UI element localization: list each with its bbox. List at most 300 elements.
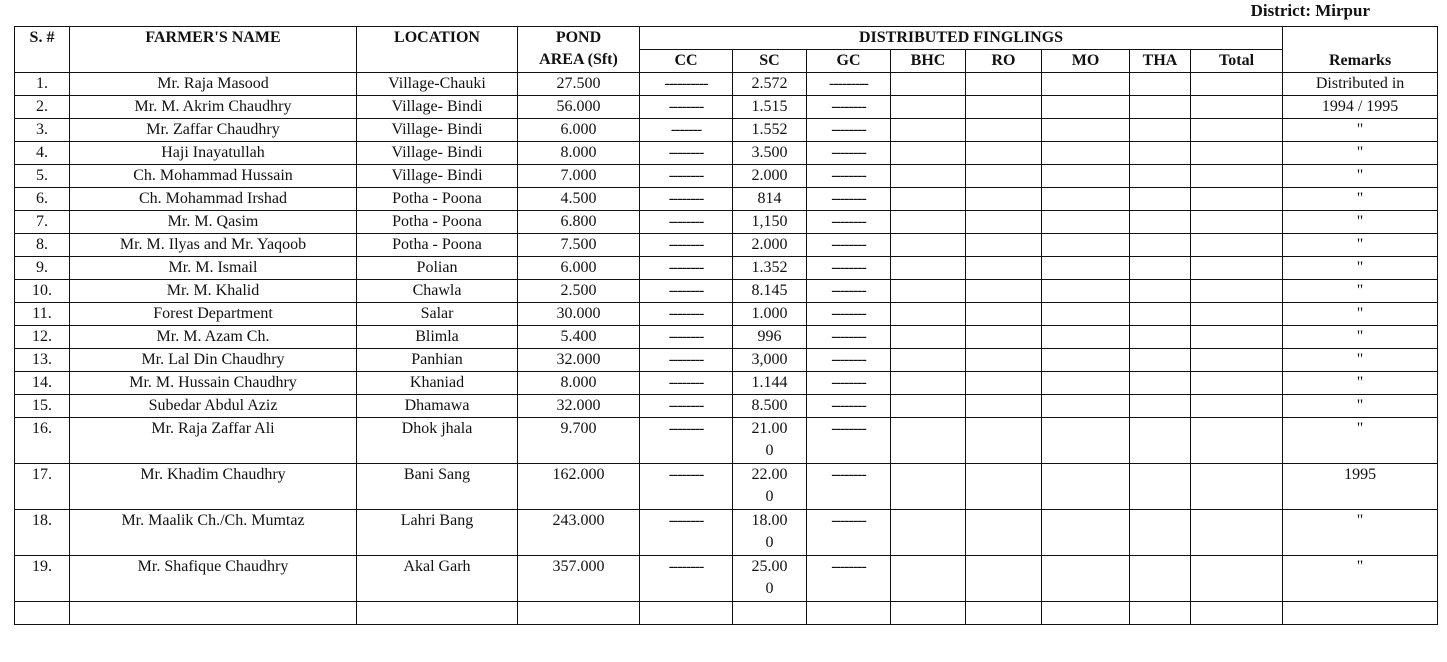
row-total bbox=[1191, 464, 1283, 510]
blank-cell bbox=[891, 602, 966, 625]
row-location: Dhok jhala bbox=[357, 418, 518, 464]
row-sno: 18. bbox=[15, 510, 70, 556]
table-row bbox=[15, 73, 1438, 96]
blank-cell bbox=[70, 602, 357, 625]
row-gc: -------- bbox=[807, 372, 891, 395]
row-sc bbox=[733, 510, 807, 556]
row-total bbox=[1191, 372, 1283, 395]
sc-value-line1: 21.00 bbox=[751, 420, 788, 437]
row-location: Salar bbox=[357, 303, 518, 326]
table-row bbox=[15, 303, 1438, 326]
row-ro bbox=[966, 464, 1042, 510]
row-total bbox=[1191, 280, 1283, 303]
table-row bbox=[15, 119, 1438, 142]
row-mo bbox=[1042, 96, 1130, 119]
row-gc: -------- bbox=[807, 119, 891, 142]
row-bhc bbox=[891, 556, 966, 602]
table-row bbox=[15, 464, 1438, 510]
row-bhc bbox=[891, 188, 966, 211]
row-tha bbox=[1130, 556, 1191, 602]
row-mo bbox=[1042, 280, 1130, 303]
row-location: Khaniad bbox=[357, 372, 518, 395]
row-tha bbox=[1130, 96, 1191, 119]
row-cc: -------- bbox=[640, 188, 733, 211]
header-pond-area bbox=[518, 27, 640, 73]
header-sc: SC bbox=[733, 50, 807, 73]
row-mo bbox=[1042, 234, 1130, 257]
blank-cell bbox=[1191, 602, 1283, 625]
row-pond-area: 32.000 bbox=[518, 395, 640, 418]
row-tha bbox=[1130, 165, 1191, 188]
row-farmer-name: Mr. Raja Masood bbox=[70, 73, 357, 96]
row-sc bbox=[733, 556, 807, 602]
row-remarks: " bbox=[1283, 418, 1438, 464]
row-total bbox=[1191, 211, 1283, 234]
row-remarks: " bbox=[1283, 395, 1438, 418]
row-sno: 3. bbox=[15, 119, 70, 142]
row-gc: --------- bbox=[807, 73, 891, 96]
row-location: Akal Garh bbox=[357, 556, 518, 602]
row-bhc bbox=[891, 165, 966, 188]
row-total bbox=[1191, 510, 1283, 556]
row-mo bbox=[1042, 188, 1130, 211]
row-farmer-name: Mr. M. Qasim bbox=[70, 211, 357, 234]
row-sc bbox=[733, 464, 807, 510]
header-tha: THA bbox=[1130, 50, 1191, 73]
blank-cell bbox=[1130, 602, 1191, 625]
table-row bbox=[15, 142, 1438, 165]
row-sno: 10. bbox=[15, 280, 70, 303]
row-farmer-name: Mr. M. Azam Ch. bbox=[70, 326, 357, 349]
row-location: Blimla bbox=[357, 326, 518, 349]
row-farmer-name: Mr. Zaffar Chaudhry bbox=[70, 119, 357, 142]
row-location: Village-Chauki bbox=[357, 73, 518, 96]
row-farmer-name: Forest Department bbox=[70, 303, 357, 326]
row-total bbox=[1191, 234, 1283, 257]
row-remarks: " bbox=[1283, 372, 1438, 395]
row-tha bbox=[1130, 349, 1191, 372]
row-gc: -------- bbox=[807, 303, 891, 326]
row-cc: -------- bbox=[640, 96, 733, 119]
row-farmer-name: Mr. M. Hussain Chaudhry bbox=[70, 372, 357, 395]
row-pond-area: 7.500 bbox=[518, 234, 640, 257]
row-bhc bbox=[891, 234, 966, 257]
row-cc: -------- bbox=[640, 211, 733, 234]
row-gc: -------- bbox=[807, 280, 891, 303]
header-sno: S. # bbox=[15, 27, 70, 73]
row-tha bbox=[1130, 280, 1191, 303]
row-remarks: " bbox=[1283, 510, 1438, 556]
row-farmer-name: Mr. Maalik Ch./Ch. Mumtaz bbox=[70, 510, 357, 556]
row-total bbox=[1191, 556, 1283, 602]
row-mo bbox=[1042, 165, 1130, 188]
row-sc: 1.352 bbox=[733, 257, 807, 280]
row-remarks: " bbox=[1283, 188, 1438, 211]
header-farmer-name: FARMER'S NAME bbox=[70, 27, 357, 73]
row-ro bbox=[966, 142, 1042, 165]
row-mo bbox=[1042, 303, 1130, 326]
row-remarks: " bbox=[1283, 234, 1438, 257]
row-sc: 8.500 bbox=[733, 395, 807, 418]
row-bhc bbox=[891, 464, 966, 510]
row-remarks: " bbox=[1283, 280, 1438, 303]
row-sno: 12. bbox=[15, 326, 70, 349]
row-location: Potha - Poona bbox=[357, 211, 518, 234]
row-remarks: " bbox=[1283, 142, 1438, 165]
row-sno: 8. bbox=[15, 234, 70, 257]
row-sc: 1.515 bbox=[733, 96, 807, 119]
row-farmer-name: Haji Inayatullah bbox=[70, 142, 357, 165]
header-distributed-finglings: DISTRIBUTED FINGLINGS bbox=[640, 27, 1283, 50]
row-mo bbox=[1042, 372, 1130, 395]
row-gc: -------- bbox=[807, 257, 891, 280]
row-ro bbox=[966, 326, 1042, 349]
row-sno: 13. bbox=[15, 349, 70, 372]
row-mo bbox=[1042, 418, 1130, 464]
sc-value-line2: 0 bbox=[765, 534, 774, 551]
row-mo bbox=[1042, 395, 1130, 418]
table-row bbox=[15, 165, 1438, 188]
row-location: Chawla bbox=[357, 280, 518, 303]
row-tha bbox=[1130, 418, 1191, 464]
row-farmer-name: Subedar Abdul Aziz bbox=[70, 395, 357, 418]
row-farmer-name: Ch. Mohammad Irshad bbox=[70, 188, 357, 211]
header-pond-line2: AREA (Sft) bbox=[539, 51, 618, 68]
row-remarks: " bbox=[1283, 119, 1438, 142]
row-location: Lahri Bang bbox=[357, 510, 518, 556]
row-ro bbox=[966, 73, 1042, 96]
sc-value-line2: 0 bbox=[765, 442, 774, 459]
sc-value-line2: 0 bbox=[765, 488, 774, 505]
row-mo bbox=[1042, 349, 1130, 372]
row-farmer-name: Ch. Mohammad Hussain bbox=[70, 165, 357, 188]
row-ro bbox=[966, 188, 1042, 211]
row-ro bbox=[966, 211, 1042, 234]
row-sno: 11. bbox=[15, 303, 70, 326]
row-gc: -------- bbox=[807, 464, 891, 510]
row-total bbox=[1191, 119, 1283, 142]
row-sno: 6. bbox=[15, 188, 70, 211]
row-sno: 14. bbox=[15, 372, 70, 395]
row-pond-area: 6.000 bbox=[518, 119, 640, 142]
row-sc: 996 bbox=[733, 326, 807, 349]
table-row bbox=[15, 326, 1438, 349]
row-location: Potha - Poona bbox=[357, 188, 518, 211]
table-row bbox=[15, 349, 1438, 372]
row-tha bbox=[1130, 464, 1191, 510]
row-sc: 1.144 bbox=[733, 372, 807, 395]
row-gc: -------- bbox=[807, 234, 891, 257]
row-mo bbox=[1042, 510, 1130, 556]
row-sc: 1,150 bbox=[733, 211, 807, 234]
row-cc: -------- bbox=[640, 280, 733, 303]
row-cc: -------- bbox=[640, 257, 733, 280]
row-sno: 15. bbox=[15, 395, 70, 418]
table-row bbox=[15, 211, 1438, 234]
fingerlings-distribution-table bbox=[14, 26, 1438, 625]
table-row bbox=[15, 257, 1438, 280]
row-ro bbox=[966, 96, 1042, 119]
row-location: Bani Sang bbox=[357, 464, 518, 510]
row-remarks: Distributed in bbox=[1283, 73, 1438, 96]
row-ro bbox=[966, 556, 1042, 602]
table-row bbox=[15, 556, 1438, 602]
row-sc: 1.552 bbox=[733, 119, 807, 142]
row-sno: 9. bbox=[15, 257, 70, 280]
row-sc: 2.000 bbox=[733, 165, 807, 188]
row-total bbox=[1191, 303, 1283, 326]
blank-cell bbox=[357, 602, 518, 625]
row-gc: -------- bbox=[807, 96, 891, 119]
row-mo bbox=[1042, 257, 1130, 280]
row-sc: 8.145 bbox=[733, 280, 807, 303]
header-location: LOCATION bbox=[357, 27, 518, 73]
row-pond-area: 243.000 bbox=[518, 510, 640, 556]
sc-value-line1: 25.00 bbox=[751, 558, 788, 575]
row-location: Village- Bindi bbox=[357, 165, 518, 188]
row-total bbox=[1191, 349, 1283, 372]
row-ro bbox=[966, 257, 1042, 280]
row-gc: -------- bbox=[807, 142, 891, 165]
row-farmer-name: Mr. Raja Zaffar Ali bbox=[70, 418, 357, 464]
row-farmer-name: Mr. Shafique Chaudhry bbox=[70, 556, 357, 602]
row-remarks: 1994 / 1995 bbox=[1283, 96, 1438, 119]
sc-value-line1: 18.00 bbox=[751, 512, 788, 529]
row-cc: -------- bbox=[640, 165, 733, 188]
row-bhc bbox=[891, 372, 966, 395]
row-pond-area: 27.500 bbox=[518, 73, 640, 96]
row-ro bbox=[966, 372, 1042, 395]
row-location: Village- Bindi bbox=[357, 119, 518, 142]
row-location: Panhian bbox=[357, 349, 518, 372]
row-location: Polian bbox=[357, 257, 518, 280]
row-tha bbox=[1130, 234, 1191, 257]
row-mo bbox=[1042, 326, 1130, 349]
blank-cell bbox=[733, 602, 807, 625]
row-total bbox=[1191, 418, 1283, 464]
row-tha bbox=[1130, 188, 1191, 211]
row-cc: -------- bbox=[640, 418, 733, 464]
row-sno: 16. bbox=[15, 418, 70, 464]
row-tha bbox=[1130, 142, 1191, 165]
row-ro bbox=[966, 395, 1042, 418]
row-bhc bbox=[891, 510, 966, 556]
row-cc: -------- bbox=[640, 349, 733, 372]
blank-cell bbox=[640, 602, 733, 625]
blank-cell bbox=[807, 602, 891, 625]
row-gc: -------- bbox=[807, 349, 891, 372]
row-total bbox=[1191, 73, 1283, 96]
row-total bbox=[1191, 326, 1283, 349]
row-sno: 7. bbox=[15, 211, 70, 234]
row-gc: -------- bbox=[807, 510, 891, 556]
row-sc: 2.000 bbox=[733, 234, 807, 257]
row-ro bbox=[966, 510, 1042, 556]
row-cc: -------- bbox=[640, 303, 733, 326]
table-body bbox=[15, 73, 1438, 625]
row-bhc bbox=[891, 395, 966, 418]
row-ro bbox=[966, 280, 1042, 303]
row-mo bbox=[1042, 556, 1130, 602]
table-row bbox=[15, 372, 1438, 395]
row-total bbox=[1191, 188, 1283, 211]
row-mo bbox=[1042, 211, 1130, 234]
row-total bbox=[1191, 395, 1283, 418]
row-remarks: " bbox=[1283, 326, 1438, 349]
row-tha bbox=[1130, 303, 1191, 326]
row-gc: -------- bbox=[807, 326, 891, 349]
sc-value-line2: 0 bbox=[765, 580, 774, 597]
row-cc: -------- bbox=[640, 556, 733, 602]
row-pond-area: 32.000 bbox=[518, 349, 640, 372]
row-mo bbox=[1042, 142, 1130, 165]
row-pond-area: 8.000 bbox=[518, 372, 640, 395]
table-row bbox=[15, 418, 1438, 464]
row-total bbox=[1191, 142, 1283, 165]
row-gc: -------- bbox=[807, 556, 891, 602]
row-pond-area: 4.500 bbox=[518, 188, 640, 211]
row-farmer-name: Mr. Khadim Chaudhry bbox=[70, 464, 357, 510]
row-cc: -------- bbox=[640, 510, 733, 556]
row-remarks: " bbox=[1283, 257, 1438, 280]
row-tha bbox=[1130, 211, 1191, 234]
header-total: Total bbox=[1191, 50, 1283, 73]
row-gc: -------- bbox=[807, 418, 891, 464]
row-sc: 2.572 bbox=[733, 73, 807, 96]
row-location: Village- Bindi bbox=[357, 142, 518, 165]
row-pond-area: 7.000 bbox=[518, 165, 640, 188]
row-bhc bbox=[891, 280, 966, 303]
row-tha bbox=[1130, 257, 1191, 280]
row-cc: ------- bbox=[640, 119, 733, 142]
row-sc: 3.500 bbox=[733, 142, 807, 165]
row-cc: -------- bbox=[640, 234, 733, 257]
header-mo: MO bbox=[1042, 50, 1130, 73]
row-pond-area: 357.000 bbox=[518, 556, 640, 602]
row-bhc bbox=[891, 349, 966, 372]
row-gc: -------- bbox=[807, 395, 891, 418]
row-farmer-name: Mr. M. Akrim Chaudhry bbox=[70, 96, 357, 119]
row-location: Potha - Poona bbox=[357, 234, 518, 257]
blank-cell bbox=[1042, 602, 1130, 625]
row-remarks: " bbox=[1283, 349, 1438, 372]
blank-cell bbox=[966, 602, 1042, 625]
row-pond-area: 9.700 bbox=[518, 418, 640, 464]
row-sc: 814 bbox=[733, 188, 807, 211]
district-label: District: Mirpur bbox=[1250, 1, 1370, 20]
row-pond-area: 6.000 bbox=[518, 257, 640, 280]
row-sno: 4. bbox=[15, 142, 70, 165]
row-farmer-name: Mr. Lal Din Chaudhry bbox=[70, 349, 357, 372]
row-total bbox=[1191, 257, 1283, 280]
row-sno: 5. bbox=[15, 165, 70, 188]
header-bhc: BHC bbox=[891, 50, 966, 73]
row-remarks: " bbox=[1283, 211, 1438, 234]
row-bhc bbox=[891, 326, 966, 349]
row-mo bbox=[1042, 119, 1130, 142]
row-bhc bbox=[891, 418, 966, 464]
blank-cell bbox=[1283, 602, 1438, 625]
row-tha bbox=[1130, 395, 1191, 418]
row-tha bbox=[1130, 119, 1191, 142]
row-remarks: 1995 bbox=[1283, 464, 1438, 510]
row-pond-area: 30.000 bbox=[518, 303, 640, 326]
row-pond-area: 2.500 bbox=[518, 280, 640, 303]
blank-cell bbox=[15, 602, 70, 625]
row-ro bbox=[966, 303, 1042, 326]
header-cc: CC bbox=[640, 50, 733, 73]
header-ro: RO bbox=[966, 50, 1042, 73]
header-pond-line1: POND bbox=[555, 29, 602, 46]
row-tha bbox=[1130, 510, 1191, 556]
row-farmer-name: Mr. M. Khalid bbox=[70, 280, 357, 303]
row-remarks: " bbox=[1283, 556, 1438, 602]
row-remarks: " bbox=[1283, 303, 1438, 326]
row-sc bbox=[733, 418, 807, 464]
table-row bbox=[15, 395, 1438, 418]
row-cc: -------- bbox=[640, 464, 733, 510]
row-location: Dhamawa bbox=[357, 395, 518, 418]
row-ro bbox=[966, 165, 1042, 188]
row-sno: 17. bbox=[15, 464, 70, 510]
table-row bbox=[15, 280, 1438, 303]
row-ro bbox=[966, 418, 1042, 464]
table-row bbox=[15, 96, 1438, 119]
blank-cell bbox=[518, 602, 640, 625]
row-mo bbox=[1042, 73, 1130, 96]
row-sno: 19. bbox=[15, 556, 70, 602]
row-location: Village- Bindi bbox=[357, 96, 518, 119]
row-pond-area: 162.000 bbox=[518, 464, 640, 510]
table-row-blank bbox=[15, 602, 1438, 625]
row-bhc bbox=[891, 211, 966, 234]
row-bhc bbox=[891, 73, 966, 96]
row-cc: ---------- bbox=[640, 73, 733, 96]
row-ro bbox=[966, 349, 1042, 372]
header-remarks: Remarks bbox=[1283, 27, 1438, 73]
row-bhc bbox=[891, 142, 966, 165]
row-tha bbox=[1130, 73, 1191, 96]
row-sc: 3,000 bbox=[733, 349, 807, 372]
row-bhc bbox=[891, 119, 966, 142]
row-ro bbox=[966, 234, 1042, 257]
header-gc: GC bbox=[807, 50, 891, 73]
table-row bbox=[15, 234, 1438, 257]
row-sno: 1. bbox=[15, 73, 70, 96]
row-total bbox=[1191, 165, 1283, 188]
row-bhc bbox=[891, 96, 966, 119]
row-sc: 1.000 bbox=[733, 303, 807, 326]
row-gc: -------- bbox=[807, 165, 891, 188]
row-cc: -------- bbox=[640, 395, 733, 418]
table-row bbox=[15, 188, 1438, 211]
row-cc: -------- bbox=[640, 142, 733, 165]
row-total bbox=[1191, 96, 1283, 119]
row-tha bbox=[1130, 372, 1191, 395]
row-cc: -------- bbox=[640, 372, 733, 395]
row-gc: -------- bbox=[807, 188, 891, 211]
row-pond-area: 6.800 bbox=[518, 211, 640, 234]
row-pond-area: 8.000 bbox=[518, 142, 640, 165]
row-farmer-name: Mr. M. Ismail bbox=[70, 257, 357, 280]
row-pond-area: 56.000 bbox=[518, 96, 640, 119]
row-sno: 2. bbox=[15, 96, 70, 119]
row-cc: -------- bbox=[640, 326, 733, 349]
table-row bbox=[15, 510, 1438, 556]
row-remarks: " bbox=[1283, 165, 1438, 188]
row-gc: -------- bbox=[807, 211, 891, 234]
sc-value-line1: 22.00 bbox=[751, 466, 788, 483]
